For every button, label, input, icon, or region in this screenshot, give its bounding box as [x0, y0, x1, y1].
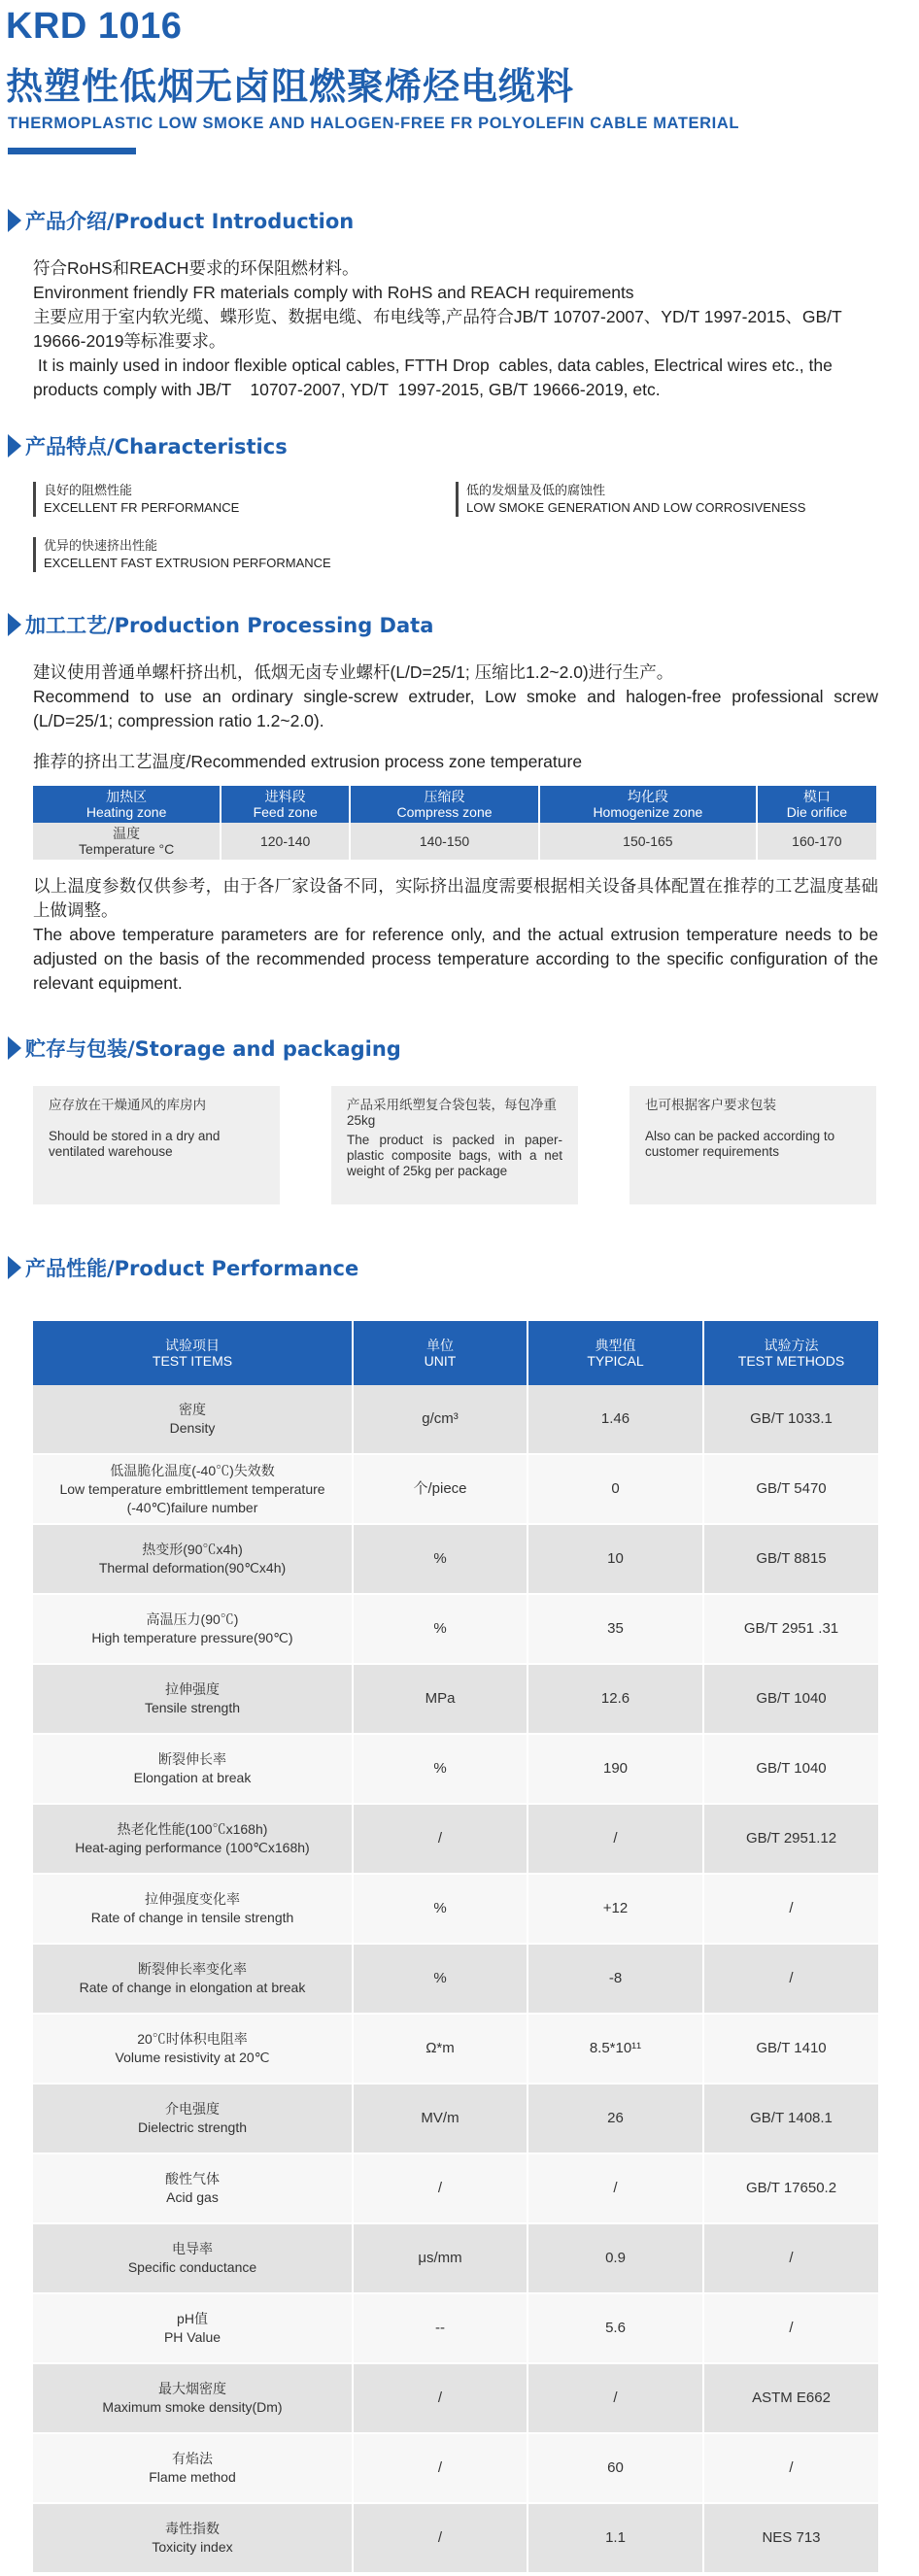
unit-cell: / [353, 2363, 528, 2433]
test-item-cell [33, 2014, 353, 2084]
table-row [33, 1734, 878, 1804]
table-row [33, 2503, 878, 2573]
section-arrow-icon [12, 439, 19, 453]
test-item-cell [33, 2223, 353, 2293]
test-item-cell [33, 2433, 353, 2503]
intro-text [33, 256, 878, 402]
test-item-cn: 电导率 [172, 2241, 213, 2256]
storage-box-cn: 应存放在干燥通风的库房内 [49, 1098, 206, 1112]
processing-text-cn: 建议使用普通单螺杆挤出机，低烟无卤专业螺杆(L/D=25/1; 压缩比1.2~2.0)进行生产。 [33, 662, 674, 682]
temp-table-title: 推荐的挤出工艺温度/Recommended extrusion process zone temperature [33, 752, 583, 771]
unit-cell: -- [353, 2293, 528, 2363]
storage-box-cn: 产品采用纸塑复合袋包装，每包净重25kg [347, 1098, 557, 1128]
method-cell: GB/T 1040 [703, 1664, 878, 1734]
feature-en: EXCELLENT FAST EXTRUSION PERFORMANCE [44, 556, 331, 570]
table-header-cell: 进料段 Feed zone [221, 786, 350, 823]
characteristics-heading: 产品特点/Characteristics [8, 431, 288, 460]
test-item-en: Rate of change in tensile strength [90, 1910, 294, 1925]
method-cell: / [703, 1944, 878, 2014]
storage-box-cn: 也可根据客户要求包装 [645, 1098, 776, 1112]
table-row [33, 1804, 878, 1874]
test-item-cell [33, 2503, 353, 2573]
test-item-en: Specific conductance [127, 2259, 257, 2275]
method-cell: GB/T 17650.2 [703, 2153, 878, 2223]
intro-line: It is mainly used in indoor flexible optical cables, FTTH Drop cables, data cables, Electrical wires etc., the products comply with JB/T 10707-2007, YD/T 1997-2015, GB/T 19666-2019, etc. [33, 356, 837, 399]
test-item-en: Thermal deformation(90℃x4h) [98, 1560, 287, 1576]
method-cell: GB/T 1040 [703, 1734, 878, 1804]
typical-cell: 190 [528, 1734, 703, 1804]
table-row [33, 1664, 878, 1734]
section-arrow-icon [12, 618, 19, 631]
table-header-row [33, 786, 876, 823]
unit-cell: MV/m [353, 2084, 528, 2153]
test-item-cell [33, 2084, 353, 2153]
table-row [33, 1524, 878, 1594]
unit-cell: % [353, 1524, 528, 1594]
performance-table [33, 1321, 878, 2574]
product-title-cn: 热塑性低烟无卤阻燃聚烯烃电缆料 [6, 65, 575, 108]
unit-cell: / [353, 2433, 528, 2503]
method-cell: GB/T 2951 .31 [703, 1594, 878, 1664]
typical-cell: 8.5*10¹¹ [528, 2014, 703, 2084]
test-item-cn: 介电强度 [165, 2101, 220, 2117]
typical-cell: 12.6 [528, 1664, 703, 1734]
test-item-en: Rate of change in elongation at break [79, 1980, 306, 1995]
table-row [33, 2433, 878, 2503]
table-header-cell: 单位 UNIT [353, 1321, 528, 1385]
method-cell: GB/T 1410 [703, 2014, 878, 2084]
processing-note [33, 874, 878, 996]
table-header-cell: 加热区 Heating zone [33, 786, 221, 823]
test-item-en: Density [169, 1420, 216, 1436]
unit-cell: Ω*m [353, 2014, 528, 2084]
processing-note-en: The above temperature parameters are for reference only, and the actual extrusion temperature needs to be adjusted on the basis of the recommended process temperature according to the specific configuration of the relevant equipment. [33, 925, 878, 993]
processing-heading: 加工工艺/Production Processing Data [8, 610, 433, 639]
feature-en: LOW SMOKE GENERATION AND LOW CORROSIVENESS [466, 500, 806, 515]
storage-box-en: The product is packed in paper-plastic composite bags, with a net weight of 25kg per package [347, 1133, 562, 1178]
feature-cn: 低的发烟量及低的腐蚀性 [466, 483, 606, 497]
test-item-cn: 毒性指数 [165, 2521, 220, 2536]
typical-cell: 0.9 [528, 2223, 703, 2293]
product-code: KRD 1016 [6, 6, 183, 47]
table-header-row [33, 1321, 878, 1385]
table-row [33, 2293, 878, 2363]
test-item-cn: 热变形(90℃x4h) [142, 1542, 243, 1557]
unit-cell: % [353, 1944, 528, 2014]
method-cell: GB/T 5470 [703, 1454, 878, 1524]
storage-box-en: Should be stored in a dry and ventilated warehouse [49, 1129, 221, 1159]
test-item-en: Heat-aging performance (100℃x168h) [75, 1840, 310, 1855]
typical-cell: 35 [528, 1594, 703, 1664]
method-cell: NES 713 [703, 2503, 878, 2573]
test-item-cell [33, 1594, 353, 1664]
table-cell: 150-165 [539, 823, 757, 860]
feature-item [33, 482, 239, 517]
method-cell: / [703, 2293, 878, 2363]
test-item-cell [33, 1524, 353, 1594]
typical-cell: 0 [528, 1454, 703, 1524]
typical-cell: -8 [528, 1944, 703, 2014]
product-title-en: THERMOPLASTIC LOW SMOKE AND HALOGEN-FREE FR POLYOLEFIN CABLE MATERIAL [8, 115, 740, 132]
test-item-cn: 热老化性能(100℃x168h) [117, 1821, 268, 1837]
table-row [33, 2153, 878, 2223]
table-row [33, 1594, 878, 1664]
test-item-cell [33, 1385, 353, 1454]
unit-cell: % [353, 1594, 528, 1664]
test-item-en: Acid gas [166, 2189, 219, 2205]
test-item-cn: 拉伸强度 [165, 1681, 220, 1697]
typical-cell: 5.6 [528, 2293, 703, 2363]
typical-cell: / [528, 2153, 703, 2223]
method-cell: GB/T 2951.12 [703, 1804, 878, 1874]
table-cell: 120-140 [221, 823, 350, 860]
test-item-cell [33, 1874, 353, 1944]
intro-line: 主要应用于室内软光缆、蝶形览、数据电缆、布电线等,产品符合JB/T 10707-2007、YD/T 1997-2015、GB/T 19666-2019等标准要求。 [33, 307, 842, 351]
test-item-en: Elongation at break [133, 1770, 252, 1785]
test-item-en: PH Value [163, 2329, 221, 2345]
test-item-cell [33, 1454, 353, 1524]
unit-cell: g/cm³ [353, 1385, 528, 1454]
feature-en: EXCELLENT FR PERFORMANCE [44, 500, 240, 515]
test-item-en: Maximum smoke density(Dm) [102, 2399, 283, 2415]
storage-box [630, 1086, 876, 1204]
unit-cell: % [353, 1734, 528, 1804]
typical-cell: 60 [528, 2433, 703, 2503]
test-item-cell [33, 2363, 353, 2433]
table-header-cell: 典型值 TYPICAL [528, 1321, 703, 1385]
typical-cell: / [528, 1804, 703, 1874]
unit-cell: / [353, 2503, 528, 2573]
storage-box [331, 1086, 578, 1204]
test-item-en: Flame method [149, 2469, 236, 2485]
table-header-cell: 试验方法 TEST METHODS [703, 1321, 878, 1385]
unit-cell: / [353, 2153, 528, 2223]
table-row [33, 2363, 878, 2433]
test-item-en: Tensile strength [144, 1700, 241, 1715]
test-item-cn: 最大烟密度 [158, 2381, 226, 2396]
test-item-cn: 密度 [179, 1402, 206, 1417]
performance-heading: 产品性能/Product Performance [8, 1253, 358, 1282]
test-item-en: Volume resistivity at 20℃ [115, 2050, 270, 2065]
test-item-en: High temperature pressure(90℃) [91, 1630, 293, 1645]
test-item-cell [33, 2153, 353, 2223]
test-item-cell [33, 1804, 353, 1874]
typical-cell: 1.1 [528, 2503, 703, 2573]
table-cell: 140-150 [350, 823, 539, 860]
typical-cell: +12 [528, 1874, 703, 1944]
method-cell: GB/T 8815 [703, 1524, 878, 1594]
table-row [33, 823, 876, 860]
test-item-en: Dielectric strength [137, 2119, 248, 2135]
method-cell: / [703, 2433, 878, 2503]
unit-cell: % [353, 1874, 528, 1944]
test-item-cn: 断裂伸长率 [158, 1751, 226, 1767]
method-cell: / [703, 2223, 878, 2293]
storage-box [33, 1086, 280, 1204]
section-arrow-icon [12, 1261, 19, 1274]
typical-cell: 26 [528, 2084, 703, 2153]
storage-box-en: Also can be packed according to customer requirements [645, 1129, 835, 1159]
test-item-cn: 断裂伸长率变化率 [138, 1961, 247, 1977]
typical-cell: 10 [528, 1524, 703, 1594]
method-cell: GB/T 1033.1 [703, 1385, 878, 1454]
unit-cell: 个/piece [353, 1454, 528, 1524]
test-item-en: Low temperature embrittlement temperature (-40℃)failure number [59, 1480, 325, 1515]
table-row [33, 1385, 878, 1454]
storage-heading: 贮存与包装/Storage and packaging [8, 1034, 401, 1063]
processing-note-cn: 以上温度参数仅供参考，由于各厂家设备不同，实际挤出温度需要根据相关设备具体配置在推荐的工艺温度基础上做调整。 [33, 876, 878, 920]
test-item-cell [33, 1944, 353, 2014]
table-header-cell: 试验项目 TEST ITEMS [33, 1321, 353, 1385]
test-item-cell [33, 1734, 353, 1804]
intro-heading: 产品介绍/Product Introduction [8, 206, 354, 235]
feature-item [33, 537, 331, 572]
table-row [33, 1454, 878, 1524]
test-item-cn: 低温脆化温度(-40℃)失效数 [110, 1462, 275, 1478]
test-item-cn: 拉伸强度变化率 [145, 1891, 240, 1907]
test-item-cell [33, 1664, 353, 1734]
intro-line: 符合RoHS和REACH要求的环保阻燃材料。 [33, 258, 359, 278]
test-item-cn: 20℃时体积电阻率 [137, 2031, 248, 2047]
unit-cell: μs/mm [353, 2223, 528, 2293]
table-cell: 160-170 [757, 823, 876, 860]
feature-cn: 良好的阻燃性能 [44, 483, 133, 497]
unit-cell: MPa [353, 1664, 528, 1734]
table-header-cell: 压缩段 Compress zone [350, 786, 539, 823]
unit-cell: / [353, 1804, 528, 1874]
processing-text-en: Recommend to use an ordinary single-screw extruder, Low smoke and halogen-free professional screw (L/D=25/1; compression ratio 1.2~2.0). [33, 687, 878, 730]
table-cell: 温度 Temperature °C [33, 823, 221, 860]
table-header-cell: 均化段 Homogenize zone [539, 786, 757, 823]
table-row [33, 2084, 878, 2153]
test-item-cell [33, 2293, 353, 2363]
extrusion-temperature-table [33, 786, 876, 860]
method-cell: / [703, 1874, 878, 1944]
test-item-cn: 酸性气体 [165, 2171, 220, 2186]
processing-text [33, 661, 878, 733]
table-row [33, 1944, 878, 2014]
typical-cell: / [528, 2363, 703, 2433]
test-item-en: Toxicity index [152, 2539, 233, 2555]
table-row [33, 2223, 878, 2293]
feature-item [456, 482, 805, 517]
table-header-cell: 模口 Die orifice [757, 786, 876, 823]
method-cell: ASTM E662 [703, 2363, 878, 2433]
title-underline [8, 148, 136, 154]
test-item-cn: pH值 [177, 2311, 208, 2326]
typical-cell: 1.46 [528, 1385, 703, 1454]
test-item-cn: 高温压力(90℃) [146, 1611, 239, 1627]
test-item-cn: 有焰法 [172, 2451, 213, 2466]
section-arrow-icon [12, 1041, 19, 1055]
section-arrow-icon [12, 214, 19, 227]
table-row [33, 2014, 878, 2084]
method-cell: GB/T 1408.1 [703, 2084, 878, 2153]
table-row [33, 1874, 878, 1944]
feature-cn: 优异的快速挤出性能 [44, 538, 158, 553]
intro-line: Environment friendly FR materials comply with RoHS and REACH requirements [33, 283, 634, 302]
